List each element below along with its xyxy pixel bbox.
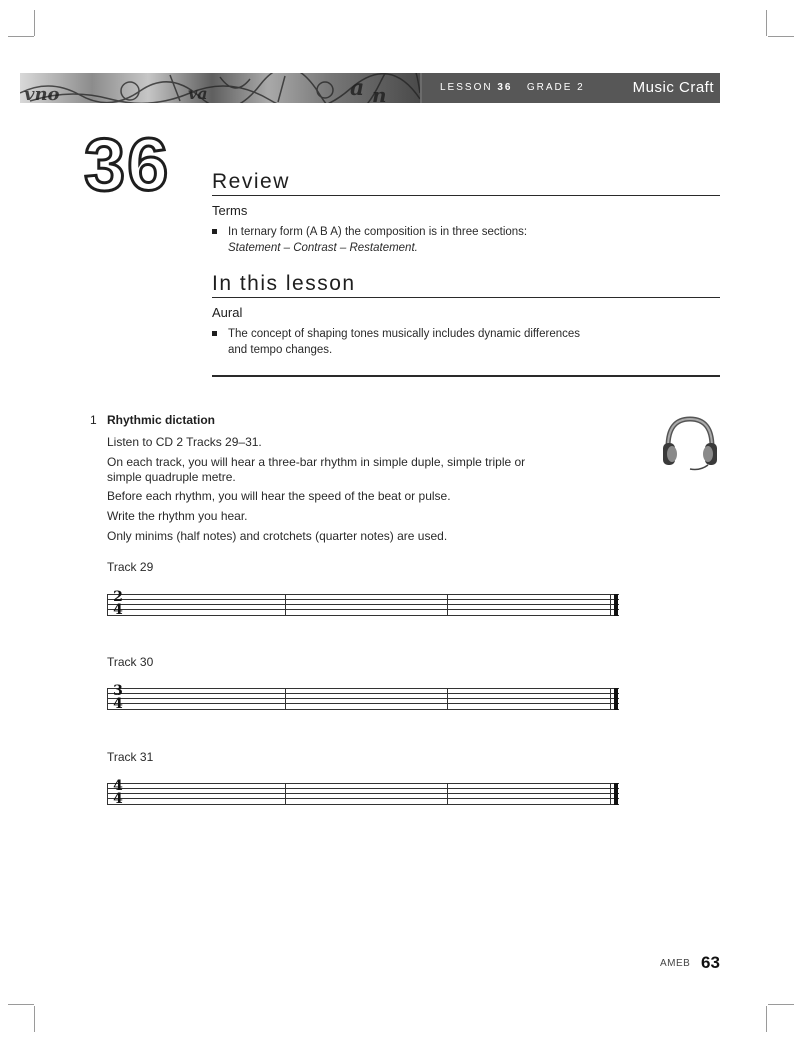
- barline: [447, 688, 448, 710]
- time-signature: [110, 591, 126, 617]
- staff-line: [107, 688, 619, 689]
- time-signature-bottom: 4: [113, 791, 123, 807]
- staff-line: [107, 804, 619, 805]
- question-line: Listen to CD 2 Tracks 29–31.: [107, 435, 262, 449]
- header-banner: [20, 73, 720, 103]
- barline: [107, 783, 108, 805]
- aural-subhead: Aural: [212, 305, 243, 320]
- question-line: Before each rhythm, you will hear the speed of the beat or pulse.: [107, 489, 451, 503]
- crop-mark: [8, 36, 34, 37]
- rhythm-staff[interactable]: [107, 778, 619, 807]
- final-barline: [610, 688, 611, 710]
- crop-mark: [8, 1004, 34, 1005]
- crop-mark: [768, 36, 794, 37]
- staff-line: [107, 604, 619, 605]
- crop-mark: [766, 1006, 767, 1032]
- in-this-lesson-title: In this lesson: [212, 272, 356, 295]
- staff-line: [107, 798, 619, 799]
- crop-mark: [34, 1006, 35, 1032]
- staff-line: [107, 793, 619, 794]
- time-signature-top: 2: [113, 589, 123, 605]
- barline: [107, 688, 108, 710]
- aural-bullet: [212, 326, 712, 358]
- terms-subhead: Terms: [212, 203, 248, 218]
- question-line: On each track, you will hear a three-bar rhythm in simple duple, simple triple or: [107, 455, 526, 469]
- rhythm-staff[interactable]: [107, 683, 619, 712]
- crop-mark: [766, 10, 767, 36]
- aural-bullet-line-1: The concept of shaping tones musically includes dynamic differences: [228, 328, 581, 340]
- staff-line: [107, 594, 619, 595]
- review-title: Review: [212, 170, 290, 193]
- svg-text:vno: vno: [24, 84, 60, 103]
- barline: [447, 594, 448, 616]
- staff-line: [107, 703, 619, 704]
- staff-line: [107, 698, 619, 699]
- track-label: Track 29: [107, 560, 154, 574]
- staff-line: [107, 599, 619, 600]
- staff-line: [107, 788, 619, 789]
- final-barline: [614, 783, 618, 805]
- time-signature-bottom: 4: [113, 602, 123, 618]
- time-signature-bottom: 4: [113, 696, 123, 712]
- question-line: Only minims (half notes) and crotchets (quarter notes) are used.: [107, 529, 448, 543]
- track-label: Track 31: [107, 750, 154, 764]
- barline: [285, 594, 286, 616]
- svg-text:va: va: [188, 84, 208, 103]
- banner-lesson-grade: [440, 73, 585, 103]
- in-this-lesson-rule: [212, 297, 720, 298]
- final-barline: [614, 688, 618, 710]
- terms-bullet-text: In ternary form (A B A) the composition is in three sections:: [228, 226, 528, 238]
- svg-text:a: a: [350, 75, 365, 101]
- staff-line: [107, 709, 619, 710]
- bullet-square-icon: [212, 331, 217, 336]
- staff-line: [107, 615, 619, 616]
- time-signature-top: 3: [113, 683, 123, 699]
- aural-bullet-line-2: and tempo changes.: [228, 344, 333, 356]
- staff-line: [107, 693, 619, 694]
- grade-label: GRADE 2: [526, 82, 585, 93]
- barline: [107, 594, 108, 616]
- footer-brand: AMEB: [660, 958, 691, 969]
- section-end-rule: [212, 375, 720, 377]
- banner-artwork: [20, 73, 420, 103]
- lesson-prefix: LESSON: [440, 82, 493, 93]
- final-barline: [614, 594, 618, 616]
- series-title: Music Craft: [632, 79, 714, 96]
- question-heading: Rhythmic dictation: [107, 413, 216, 427]
- barline: [447, 783, 448, 805]
- question-line: simple quadruple metre.: [107, 470, 236, 484]
- crop-mark: [768, 1004, 794, 1005]
- staff-line: [107, 609, 619, 610]
- headphones-icon: [660, 413, 720, 473]
- page-number: 63: [701, 953, 720, 972]
- svg-text:n: n: [372, 83, 387, 103]
- review-rule: [212, 195, 720, 196]
- terms-bullet: [212, 224, 712, 256]
- staff-line: [107, 783, 619, 784]
- lesson-number-large: 36: [84, 123, 171, 206]
- question-number: 1: [90, 413, 97, 427]
- time-signature-top: 4: [113, 778, 123, 794]
- final-barline: [610, 783, 611, 805]
- rhythm-staff[interactable]: [107, 589, 619, 618]
- music-score-collage-icon: [20, 73, 420, 103]
- terms-bullet-italic: Statement – Contrast – Restatement.: [228, 242, 418, 254]
- time-signature: [110, 685, 126, 711]
- lesson-number: 36: [497, 82, 513, 93]
- track-label: Track 30: [107, 655, 154, 669]
- crop-mark: [34, 10, 35, 36]
- bullet-square-icon: [212, 229, 217, 234]
- question-line: Write the rhythm you hear.: [107, 509, 248, 523]
- barline: [285, 783, 286, 805]
- final-barline: [610, 594, 611, 616]
- time-signature: [110, 780, 126, 806]
- barline: [285, 688, 286, 710]
